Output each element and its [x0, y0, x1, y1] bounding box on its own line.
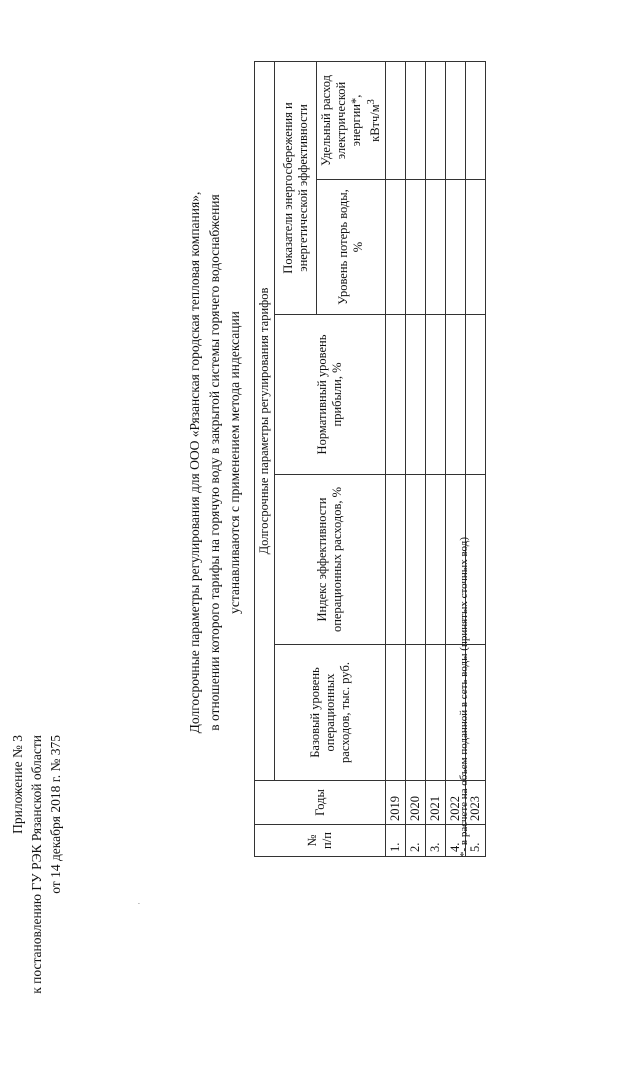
row-number: 2.	[406, 825, 426, 857]
row-number: 4.	[446, 825, 466, 857]
cell	[386, 180, 406, 315]
cell	[406, 475, 426, 645]
header-group: Долгосрочные параметры регулирования тарифов	[255, 62, 275, 781]
footnote: *- в расчете на объем поданной в сеть воды (принятых сточных вод)	[458, 536, 470, 857]
appendix-number: Приложение № 3	[10, 735, 25, 834]
row-year: 2022	[446, 781, 466, 825]
cell	[466, 315, 486, 475]
energy-unit: кВтч/м	[368, 104, 383, 142]
title-line-1: Долгосрочные параметры регулирования для ООО «Рязанская городская тепловая компания»,	[187, 191, 202, 734]
cell	[426, 475, 446, 645]
row-number: 3.	[426, 825, 446, 857]
header-energy-consumption	[317, 62, 386, 180]
appendix-block	[8, 735, 65, 1065]
cell	[426, 62, 446, 180]
energy-unit-sup: 3	[366, 99, 377, 105]
header-num: № п/п	[255, 825, 386, 857]
row-year: 2019	[386, 781, 406, 825]
cell	[406, 645, 426, 781]
header-efficiency-index: Индекс эффективности операционных расходов, %	[275, 475, 386, 645]
cell	[386, 315, 406, 475]
row-year: 2023	[466, 781, 486, 825]
row-year: 2020	[406, 781, 426, 825]
appendix-resolution: к постановлению ГУ РЭК Рязанской области	[29, 735, 44, 994]
document-title	[185, 50, 245, 875]
cell	[466, 180, 486, 315]
row-year: 2021	[426, 781, 446, 825]
appendix-date: от 14 декабря 2018 г. № 375	[48, 735, 63, 894]
table-row	[426, 62, 446, 857]
energy-label: Удельный расход электрической энергии*,	[319, 74, 363, 167]
cell	[466, 62, 486, 180]
row-number: 1.	[386, 825, 406, 857]
cell	[406, 180, 426, 315]
cell	[406, 315, 426, 475]
header-base-expenses: Базовый уровень операционных расходов, тыс. руб.	[275, 645, 386, 781]
title-line-2: в отношении которого тарифы на горячую воду в закрытой системы горячего водоснабжения	[207, 194, 222, 731]
header-profit-level: Нормативный уровень прибыли, %	[275, 315, 386, 475]
cell	[446, 62, 466, 180]
cell	[446, 315, 466, 475]
cell	[406, 62, 426, 180]
table-row	[386, 62, 406, 857]
cell	[386, 475, 406, 645]
cell	[426, 645, 446, 781]
table-row	[406, 62, 426, 857]
header-energy-group: Показатели энергосбережения и энергетической эффективности	[275, 62, 317, 315]
cell	[426, 315, 446, 475]
cell	[386, 62, 406, 180]
row-number: 5.	[466, 825, 486, 857]
scan-mark: ·	[134, 902, 144, 905]
cell	[446, 180, 466, 315]
header-water-loss: Уровень потерь воды, %	[317, 180, 386, 315]
title-line-3: устанавливаются с применением метода индексации	[227, 311, 242, 614]
parameters-table	[254, 61, 486, 857]
cell	[386, 645, 406, 781]
header-year: Годы	[255, 781, 386, 825]
cell	[426, 180, 446, 315]
